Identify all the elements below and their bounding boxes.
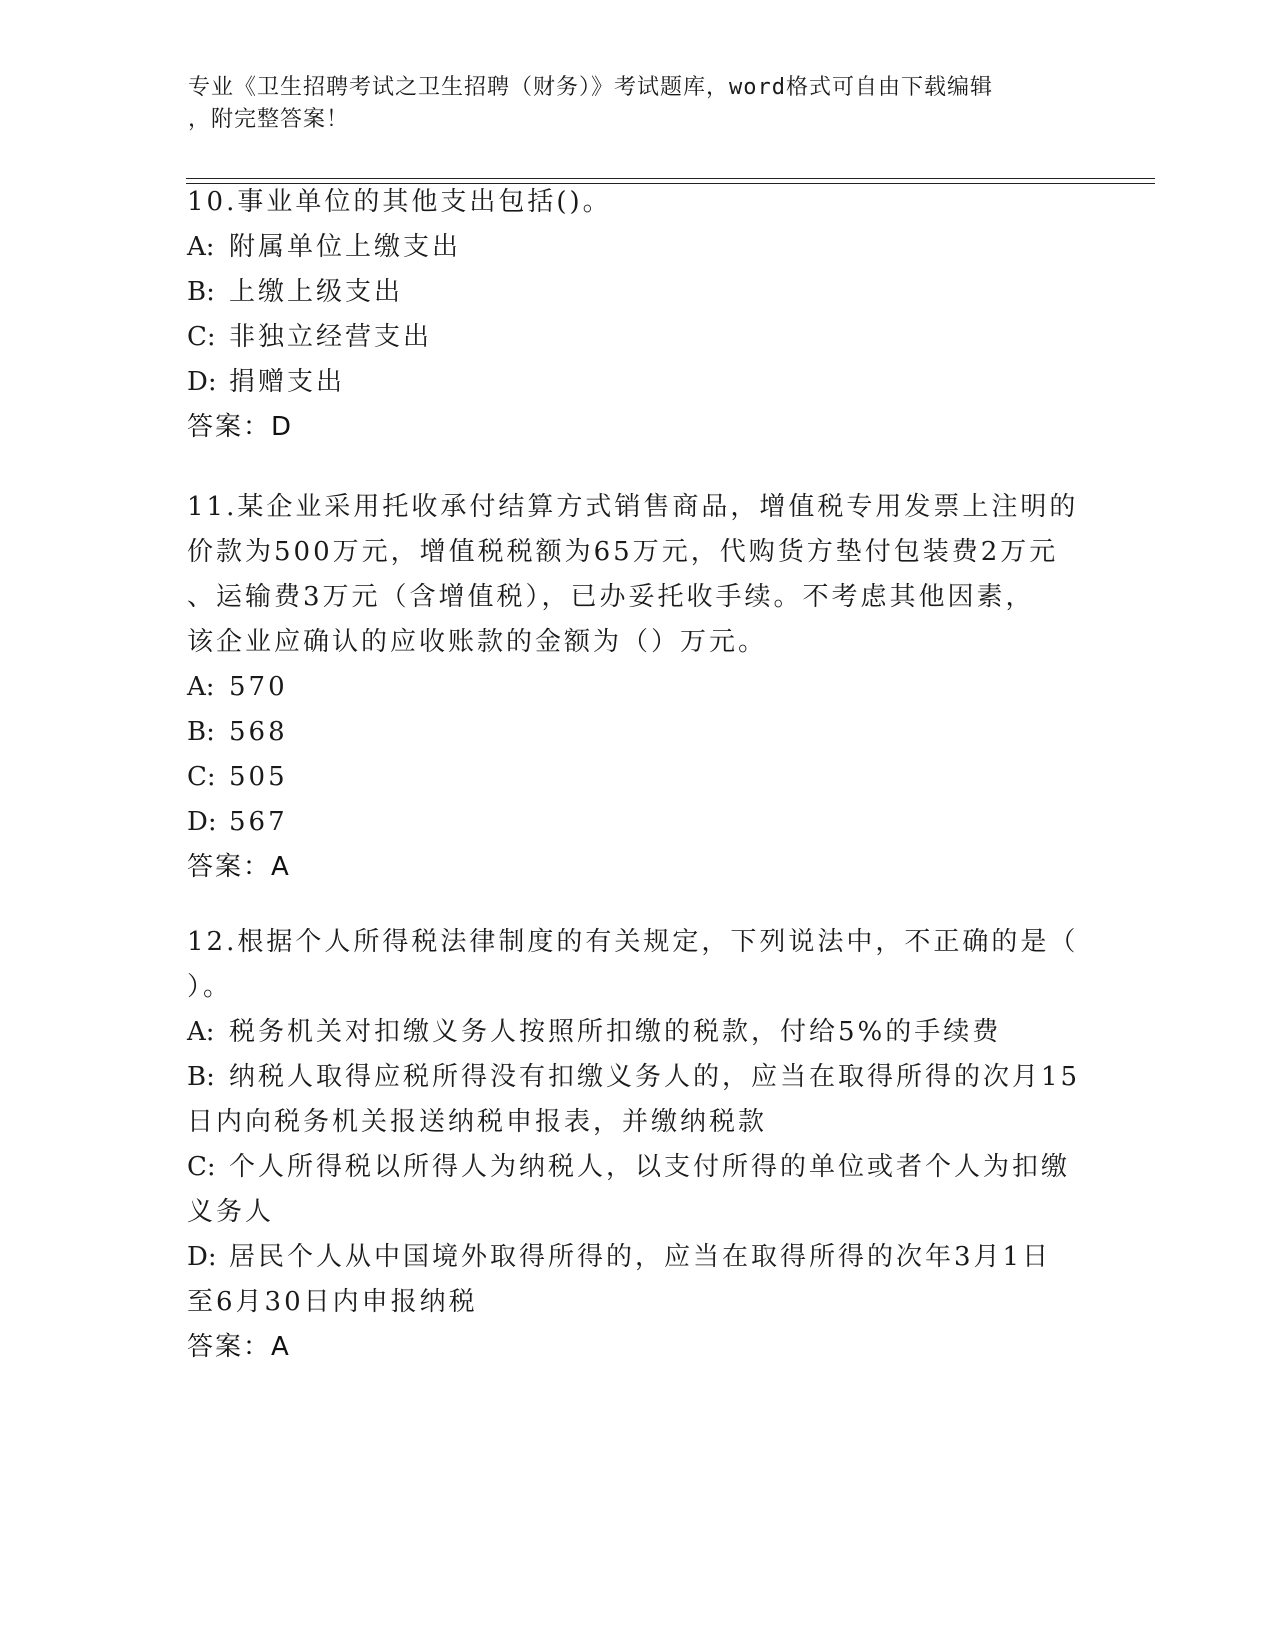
option-text: 居民个人从中国境外取得所得的，应当在取得所得的次年3月1日 [229,1242,1052,1272]
option-c [187,315,1087,360]
option-prefix: D: [187,367,217,397]
option-d [187,1235,1087,1280]
option-c-continuation: 义务人 [187,1197,275,1227]
header-line-1: 专业《卫生招聘考试之卫生招聘（财务）》考试题库，word格式可自由下载编辑 [188,75,993,100]
answer-value: D [271,412,292,442]
option-text: 捐赠支出 [229,367,346,397]
option-c [187,1145,1087,1190]
answer-value: A [271,852,289,882]
answer-label: 答案： [187,852,272,882]
option-prefix: A: [187,1017,215,1047]
option-c [187,755,1087,800]
option-text: 上缴上级支出 [229,277,404,307]
option-d [187,800,1087,845]
option-a [187,1010,1087,1055]
document-header [188,72,1068,136]
option-prefix: A: [187,672,215,702]
option-prefix: C: [187,322,216,352]
question-text-line-1: 12.根据个人所得税法律制度的有关规定，下列说法中，不正确的是（ [187,927,1079,957]
option-text: 567 [229,807,288,837]
option-b [187,1055,1087,1100]
option-prefix: B: [187,277,215,307]
option-text: 纳税人取得应税所得没有扣缴义务人的，应当在取得所得的次月15 [229,1062,1081,1092]
option-a [187,665,1087,710]
question-text-line-1: 11.某企业采用托收承付结算方式销售商品，增值税专用发票上注明的 [187,492,1079,522]
question-text-line-2: ）。 [187,972,233,1002]
answer-label: 答案： [187,412,272,442]
answer-label: 答案： [187,1332,272,1362]
option-prefix: C: [187,1152,216,1182]
option-b [187,710,1087,755]
option-prefix: B: [187,1062,215,1092]
option-text: 非独立经营支出 [229,322,433,352]
option-d [187,360,1087,405]
answer [187,845,1087,890]
question-10 [187,180,1087,450]
option-text: 个人所得税以所得人为纳税人，以支付所得的单位或者个人为扣缴 [229,1152,1071,1182]
question-11 [187,485,1087,890]
question-text-line-2: 价款为500万元，增值税税额为65万元，代购货方垫付包装费2万元 [187,537,1059,567]
option-text: 570 [229,672,288,702]
option-b-continuation: 日内向税务机关报送纳税申报表，并缴纳税款 [187,1107,768,1137]
option-prefix: D: [187,1242,217,1272]
answer [187,405,1087,450]
header-line-2: ，附完整答案！ [188,107,350,132]
option-prefix: D: [187,807,217,837]
option-text: 税务机关对扣缴义务人按照所扣缴的税款，付给5%的手续费 [229,1017,1002,1047]
question-text: 10.事业单位的其他支出包括()。 [187,187,612,217]
option-b [187,270,1087,315]
option-prefix: A: [187,232,215,262]
option-a [187,225,1087,270]
answer-value: A [271,1332,289,1362]
option-prefix: C: [187,762,216,792]
answer [187,1325,1087,1370]
option-d-continuation: 至6月30日内申报纳税 [187,1287,478,1317]
option-text: 568 [229,717,288,747]
option-prefix: B: [187,717,215,747]
question-12 [187,920,1087,1370]
question-text-line-4: 该企业应确认的应收账款的金额为（）万元。 [187,627,768,657]
question-text-line-3: 、运输费3万元（含增值税），已办妥托收手续。不考虑其他因素， [187,582,1035,612]
option-text: 附属单位上缴支出 [229,232,462,262]
option-text: 505 [229,762,288,792]
